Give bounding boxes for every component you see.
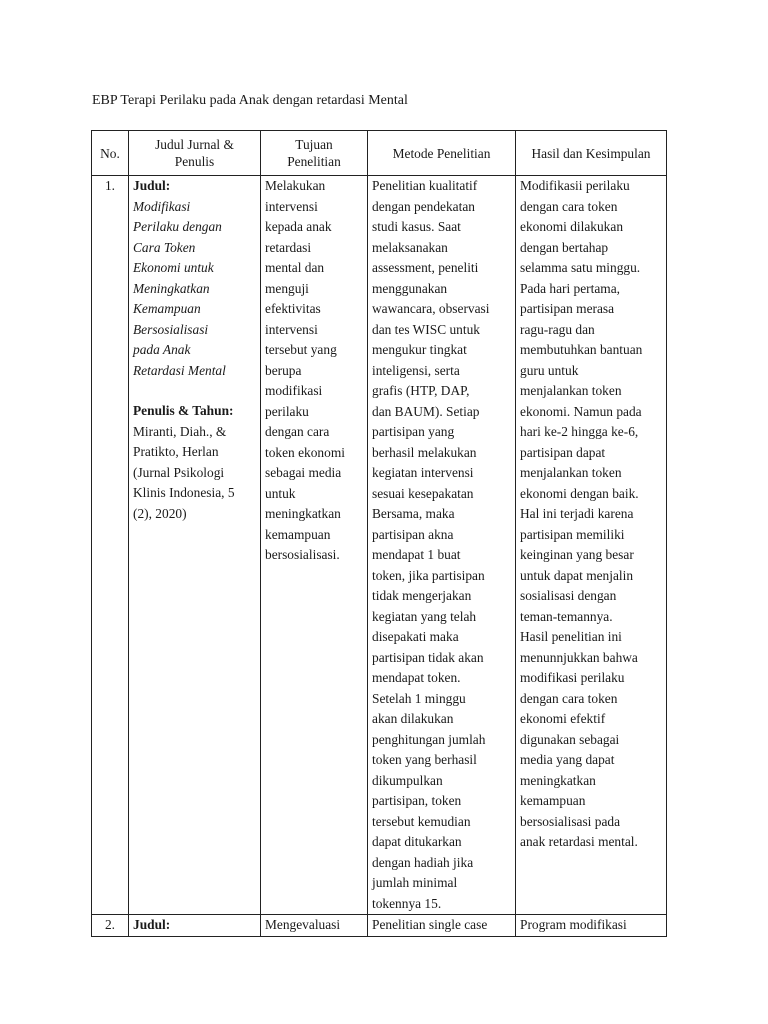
text-line: modifikasi <box>265 383 323 398</box>
text-line: teman-temannya. <box>520 608 613 624</box>
text-line: berupa <box>265 362 302 378</box>
text-line: Klinis Indonesia, 5 <box>133 485 235 500</box>
text-line: dengan hadiah jika <box>372 854 474 870</box>
text-line: dengan cara <box>265 424 330 439</box>
text-line: dapat ditukarkan <box>372 834 462 849</box>
header-metode: Metode Penelitian <box>368 131 516 176</box>
text-line: ekonomi dilakukan <box>520 219 624 234</box>
text-line: untuk <box>265 485 296 501</box>
judul-label: Judul: <box>129 915 261 937</box>
text-line: hari ke-2 hingga ke-6, <box>520 424 639 439</box>
header-judul <box>129 131 261 176</box>
text-line: Pada hari pertama, <box>520 280 621 296</box>
table-row <box>92 176 667 915</box>
text-line: Retardasi Mental <box>133 362 226 378</box>
text-line: sebagai media <box>265 465 342 480</box>
text-line: Setelah 1 minggu <box>372 690 466 706</box>
text-line: inteligensi, serta <box>372 362 460 378</box>
text-line: anak retardasi mental. <box>520 834 638 849</box>
table-header-row <box>92 131 667 176</box>
ebp-table <box>91 130 667 937</box>
row-number: 2. <box>92 915 129 937</box>
hasil-cell: Program modifikasi <box>516 915 667 937</box>
text-line: Modifikasii perilaku <box>520 178 630 193</box>
text-line: dengan bertahap <box>520 239 609 255</box>
text-line: (2), 2020) <box>133 505 187 521</box>
text-line: menjalankan token <box>520 383 622 398</box>
text-line: guru untuk <box>520 362 579 378</box>
text-line: menjalankan token <box>520 465 622 480</box>
text-line: menggunakan <box>372 280 448 296</box>
text-line: partisipan memiliki <box>520 526 625 542</box>
text-line: Meningkatkan <box>133 280 210 296</box>
tujuan-cell: Mengevaluasi <box>261 915 368 937</box>
text-line: studi kasus. Saat <box>372 219 461 234</box>
text-line: Ekonomi untuk <box>133 260 214 275</box>
text-line: mental dan <box>265 260 325 275</box>
text-line: sesuai kesepakatan <box>372 485 474 501</box>
text-line: token yang berhasil <box>372 752 477 767</box>
header-tujuan-line1: Tujuan <box>295 137 333 152</box>
text-line: ekonomi. Namun pada <box>520 403 642 419</box>
text-line: Melakukan <box>265 178 326 193</box>
text-line: keinginan yang besar <box>520 547 634 562</box>
text-line: kegiatan yang telah <box>372 608 477 624</box>
text-line: berhasil melakukan <box>372 444 477 460</box>
text-line: Modifikasi <box>133 198 191 214</box>
judul-cell <box>129 176 261 915</box>
judul-text <box>133 197 256 382</box>
text-line: intervensi <box>265 198 318 214</box>
text-line: meningkatkan <box>265 506 341 521</box>
tujuan-cell <box>261 176 368 915</box>
text-line: meningkatkan <box>520 772 596 788</box>
text-line: tokennya 15. <box>372 895 442 911</box>
text-line: partisipan dapat <box>520 444 606 460</box>
text-line: mendapat 1 buat <box>372 547 461 562</box>
text-line: Cara Token <box>133 239 196 255</box>
penulis-text <box>133 422 256 525</box>
metode-cell: Penelitian single case <box>368 915 516 937</box>
text-line: dan tes WISC untuk <box>372 321 480 337</box>
text-line: ekonomi efektif <box>520 711 606 726</box>
header-tujuan <box>261 131 368 176</box>
text-line: kemampuan <box>265 526 331 542</box>
text-line: grafis (HTP, DAP, <box>372 383 470 398</box>
text-line: perilaku <box>265 403 309 419</box>
text-line: token, jika partisipan <box>372 567 485 583</box>
header-no: No. <box>92 131 129 176</box>
text-line: kemampuan <box>520 793 586 808</box>
text-line: Bersama, maka <box>372 506 455 521</box>
penulis-label: Penulis & Tahun: <box>133 403 234 418</box>
metode-cell <box>368 176 516 915</box>
header-tujuan-line2: Penelitian <box>287 154 341 169</box>
row-number: 1. <box>92 176 129 915</box>
text-line: kepada anak <box>265 219 332 234</box>
text-line: Pratikto, Herlan <box>133 444 219 459</box>
text-line: kegiatan intervensi <box>372 465 474 480</box>
text-line: disepakati maka <box>372 629 459 644</box>
text-line: Hasil penelitian ini <box>520 629 622 644</box>
hasil-cell <box>516 176 667 915</box>
text-line: dengan pendekatan <box>372 198 475 214</box>
text-line: sosialisasi dengan <box>520 588 617 603</box>
text-line: efektivitas <box>265 301 321 316</box>
text-line: Penelitian kualitatif <box>372 178 478 193</box>
text-line: Miranti, Diah., & <box>133 423 227 439</box>
text-line: dan BAUM). Setiap <box>372 403 480 419</box>
text-line: digunakan sebagai <box>520 731 620 747</box>
text-line: membutuhkan bantuan <box>520 342 643 357</box>
text-line: bersosialisasi. <box>265 547 340 562</box>
text-line: mendapat token. <box>372 670 461 685</box>
text-line: ragu-ragu dan <box>520 321 595 337</box>
text-line: melaksanakan <box>372 239 448 255</box>
table-row <box>92 915 667 937</box>
judul-label: Judul: <box>133 178 171 193</box>
text-line: ekonomi dengan baik. <box>520 485 639 501</box>
text-line: pada Anak <box>133 342 191 357</box>
text-line: Perilaku dengan <box>133 219 222 234</box>
text-line: Hal ini terjadi karena <box>520 506 634 521</box>
header-judul-line2: Penulis <box>174 154 215 169</box>
text-line: penghitungan jumlah <box>372 731 486 747</box>
text-line: wawancara, observasi <box>372 301 490 316</box>
text-line: untuk dapat menjalin <box>520 567 634 583</box>
text-line: intervensi <box>265 321 318 337</box>
text-line: media yang dapat <box>520 752 615 767</box>
text-line: akan dilakukan <box>372 711 454 726</box>
text-line: jumlah minimal <box>372 875 458 890</box>
text-line: dengan cara token <box>520 198 618 214</box>
text-line: tidak mengerjakan <box>372 588 472 603</box>
text-line: retardasi <box>265 239 312 255</box>
text-line: partisipan akna <box>372 526 454 542</box>
text-line: tersebut yang <box>265 342 337 357</box>
text-line: partisipan yang <box>372 424 455 439</box>
text-line: mengukur tingkat <box>372 342 467 357</box>
header-hasil: Hasil dan Kesimpulan <box>516 131 667 176</box>
header-judul-line1: Judul Jurnal & <box>155 137 234 152</box>
text-line: modifikasi perilaku <box>520 670 625 685</box>
text-line: dengan cara token <box>520 690 618 706</box>
text-line: tersebut kemudian <box>372 813 471 829</box>
text-line: token ekonomi <box>265 444 345 460</box>
text-line: (Jurnal Psikologi <box>133 464 225 480</box>
document-title: EBP Terapi Perilaku pada Anak dengan retardasi Mental <box>92 93 408 108</box>
text-line: menguji <box>265 280 309 296</box>
text-line: bersosialisasi pada <box>520 813 621 829</box>
text-line: partisipan merasa <box>520 301 615 316</box>
text-line: partisipan tidak akan <box>372 649 484 665</box>
text-line: dikumpulkan <box>372 772 443 788</box>
text-line: assessment, peneliti <box>372 260 479 275</box>
text-line: partisipan, token <box>372 793 462 808</box>
text-line: Bersosialisasi <box>133 321 209 337</box>
text-line: menunnjukkan bahwa <box>520 649 638 665</box>
text-line: selamma satu minggu. <box>520 260 641 275</box>
text-line: Kemampuan <box>133 301 201 316</box>
